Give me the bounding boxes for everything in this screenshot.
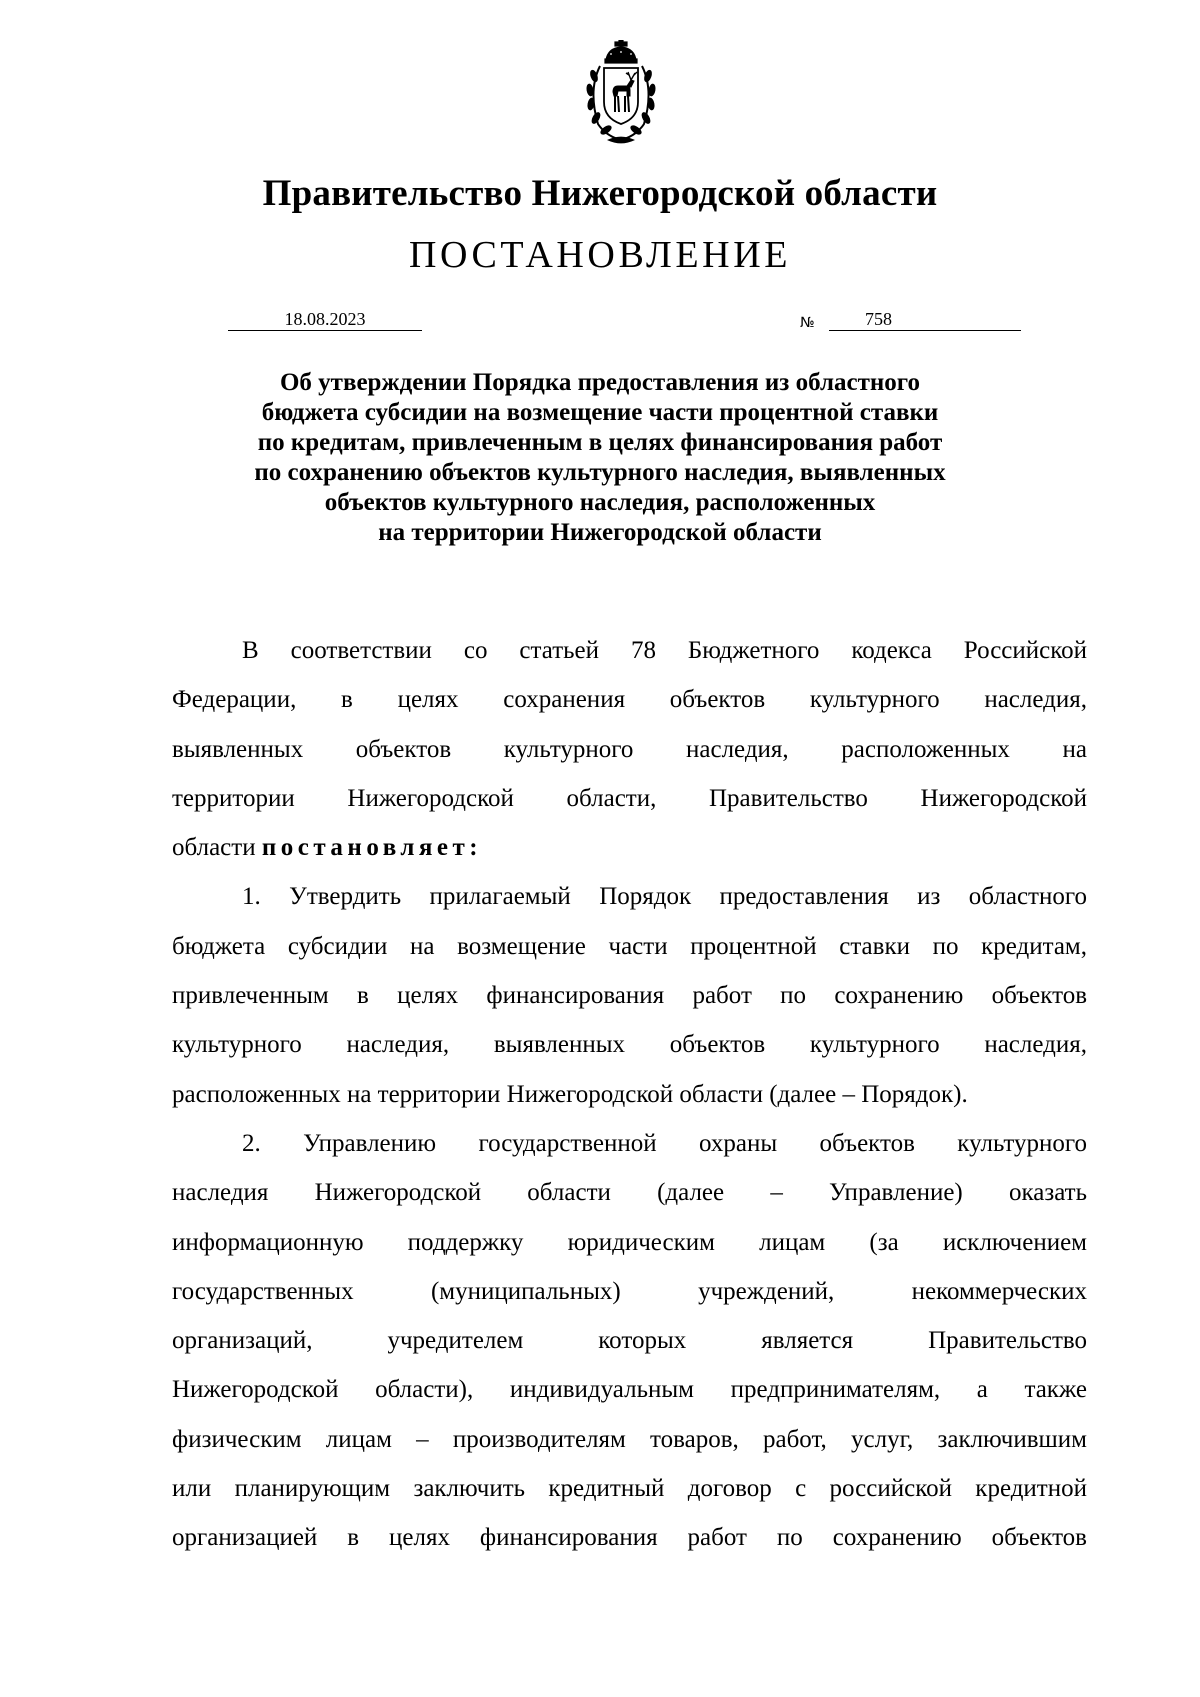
body-line: организаций, учредителем которых является Правительство — [172, 1327, 1087, 1355]
body-line: территории Нижегородской области, Правительство Нижегородской — [172, 784, 1087, 812]
heading-line: на территории Нижегородской области — [378, 519, 822, 546]
heading-line: бюджета субсидии на возмещение части процентной ставки — [261, 399, 939, 426]
body-line: организацией в целях финансирования работ по сохранению объектов — [172, 1524, 1087, 1552]
document-body — [172, 626, 1087, 1563]
organization-title: Правительство Нижегородской области — [262, 173, 938, 214]
body-line: Нижегородской области), индивидуальным предпринимателям, а также — [172, 1376, 1087, 1404]
body-line: привлеченным в целях финансирования работ по сохранению объектов — [172, 982, 1087, 1010]
item-2-paragraph — [172, 1119, 1087, 1563]
document-heading — [160, 368, 1040, 548]
body-line: культурного наследия, выявленных объектов культурного наследия, — [172, 1031, 1087, 1059]
number-sign: № — [800, 315, 815, 331]
body-line: наследия Нижегородской области (далее – Управление) оказать — [172, 1179, 1087, 1207]
nizhny-novgorod-coat-of-arms-icon — [580, 40, 662, 148]
body-line: физическим лицам – производителям товаров, работ, услуг, заключившим — [172, 1425, 1087, 1453]
document-number: 758 — [865, 309, 892, 329]
document-date: 18.08.2023 — [228, 308, 422, 331]
body-line: Федерации, в целях сохранения объектов культурного наследия, — [172, 686, 1087, 714]
heading-line: объектов культурного наследия, расположенных — [324, 489, 876, 516]
body-line: 2. Управлению государственной охраны объектов культурного — [242, 1129, 1087, 1157]
crown-icon — [605, 40, 637, 63]
preamble-last-word: области — [172, 834, 256, 862]
document-type: ПОСТАНОВЛЕНИЕ — [408, 234, 792, 276]
body-line-last — [172, 823, 1087, 872]
heading-line: по кредитам, привлеченным в целях финансирования работ — [257, 429, 943, 456]
item-1-paragraph — [172, 872, 1087, 1118]
body-line: расположенных на территории Нижегородской области (далее – Порядок). — [172, 1080, 968, 1108]
body-line: бюджета субсидии на возмещение части процентной ставки по кредитам, — [172, 932, 1087, 960]
document-number-field — [829, 308, 1021, 331]
heading-line: по сохранению объектов культурного наследия, выявленных — [254, 459, 946, 486]
decree-word: постановляет: — [261, 834, 483, 862]
body-line: информационную поддержку юридическим лицам (за исключением — [172, 1228, 1087, 1256]
preamble-paragraph — [172, 626, 1087, 872]
heading-line: Об утверждении Порядка предоставления из областного — [279, 369, 920, 396]
body-line: или планирующим заключить кредитный договор с российской кредитной — [172, 1475, 1087, 1503]
body-line: государственных (муниципальных) учреждений, некоммерческих — [172, 1277, 1087, 1305]
body-line: В соответствии со статьей 78 Бюджетного кодекса Российской — [242, 637, 1087, 664]
body-line: выявленных объектов культурного наследия, расположенных на — [172, 735, 1087, 763]
body-line: 1. Утвердить прилагаемый Порядок предоставления из областного — [242, 883, 1087, 911]
